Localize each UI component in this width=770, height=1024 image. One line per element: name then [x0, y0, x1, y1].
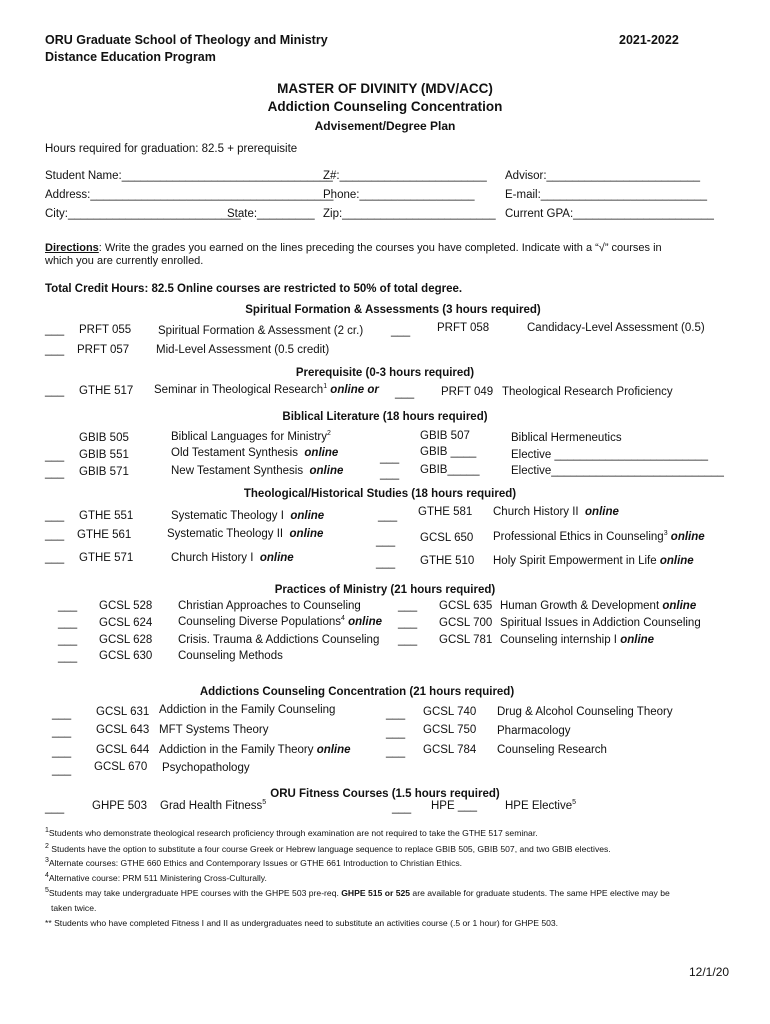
course-code: GTHE 561 — [77, 529, 132, 541]
grade-blank[interactable]: ___ — [58, 651, 78, 663]
section-heading-fitness: ORU Fitness Courses (1.5 hours required) — [270, 788, 500, 800]
course-title-text: HPE Elective — [505, 800, 573, 812]
grade-blank[interactable]: ___ — [398, 617, 418, 629]
course-title: Drug & Alcohol Counseling Theory — [497, 706, 673, 718]
course-title: Elective ________________________ — [511, 449, 708, 461]
total-credit-hours: Total Credit Hours: 82.5 Online courses are restricted to 50% of total degree. — [45, 283, 463, 295]
course-code: GCSL 643 — [96, 724, 150, 736]
plan-title: Advisement/Degree Plan — [314, 119, 456, 133]
advisor-field[interactable]: Advisor:________________________ — [505, 170, 701, 182]
section-heading-prereq: Prerequisite (0-3 hours required) — [295, 367, 475, 379]
footnote-number: 5 — [45, 887, 49, 895]
section-heading-theological: Theological/Historical Studies (18 hours required) — [243, 488, 517, 500]
section-heading-practices: Practices of Ministry (21 hours required) — [274, 584, 496, 596]
course-title — [178, 616, 382, 628]
course-title — [171, 510, 324, 522]
course-title-text: Systematic Theology II — [167, 528, 284, 540]
course-title — [171, 431, 331, 443]
footnote-marker: 5 — [262, 799, 267, 807]
grade-blank[interactable]: ___ — [392, 802, 412, 814]
grade-blank[interactable]: ___ — [380, 452, 400, 464]
footnote-marker: 1 — [323, 383, 328, 391]
course-title — [167, 528, 323, 540]
grade-blank[interactable]: ___ — [45, 467, 65, 479]
course-title: Counseling Methods — [178, 650, 283, 662]
course-title-text: Church History I — [171, 552, 254, 564]
state-field[interactable]: State:_________ — [227, 208, 315, 220]
footnote-number: 3 — [45, 857, 49, 865]
course-code: GTHE 510 — [420, 555, 475, 567]
academic-year: 2021-2022 — [619, 33, 679, 47]
course-code: GCSL 784 — [423, 744, 477, 756]
grade-blank[interactable]: ___ — [395, 387, 415, 399]
course-title: Addiction in the Family Counseling — [159, 704, 336, 716]
course-code: GCSL 528 — [99, 600, 153, 612]
course-code: GCSL 670 — [94, 761, 148, 773]
footnote-marker: 3 — [663, 530, 668, 538]
course-title: Elective___________________________ — [511, 465, 724, 477]
footnote-number: 2 — [45, 843, 49, 851]
footnote-marker: 4 — [341, 615, 345, 623]
online-badge: online — [316, 744, 351, 756]
course-title — [159, 744, 351, 756]
course-title-text: Addiction in the Family Theory — [159, 744, 314, 756]
footnote-2 — [45, 844, 611, 854]
course-title — [493, 506, 619, 518]
course-title-text: Old Testament Synthesis — [171, 447, 298, 459]
course-title: Counseling Research — [497, 744, 607, 756]
course-code: PRFT 057 — [77, 344, 130, 356]
course-title-text: Counseling Diverse Populations — [178, 616, 342, 628]
grade-blank[interactable]: ___ — [45, 324, 65, 336]
course-title — [493, 531, 705, 543]
course-title-text: Church History II — [493, 506, 579, 518]
course-title-text: Biblical Languages for Ministry — [171, 431, 327, 443]
online-badge: online — [670, 531, 705, 543]
footnote-number: 4 — [45, 872, 49, 880]
grade-blank[interactable]: ___ — [45, 802, 65, 814]
grade-blank[interactable]: ___ — [45, 552, 65, 564]
course-code: GCSL 750 — [423, 724, 477, 736]
footnote-number: 1 — [45, 827, 49, 835]
footnote-text: Alternate courses: GTHE 660 Ethics and Contemporary Issues or GTHE 661 Introduction to Christian Ethics. — [48, 858, 463, 868]
grade-blank[interactable]: ___ — [58, 617, 78, 629]
footnote-text: Alternative course: PRM 511 Ministering Cross-Culturally. — [48, 873, 267, 883]
course-code: GTHE 517 — [79, 385, 134, 397]
student-name-field[interactable]: Student Name:_________________________________ — [45, 170, 333, 182]
course-title — [500, 634, 654, 646]
online-badge: online — [585, 506, 619, 518]
course-title — [493, 555, 694, 567]
course-title — [160, 800, 266, 812]
course-code: PRFT 055 — [79, 324, 132, 336]
section-heading-spiritual: Spiritual Formation & Assessments (3 hours required) — [245, 304, 541, 316]
course-title: Psychopathology — [162, 762, 250, 774]
course-title — [505, 800, 576, 812]
course-title — [171, 465, 343, 477]
footnote-text: are available for graduate students. The same HPE elective may be — [410, 888, 670, 898]
course-title-text: Human Growth & Development — [500, 600, 660, 612]
grade-blank[interactable]: ___ — [386, 727, 406, 739]
online-badge: online — [659, 555, 694, 567]
course-title — [171, 552, 294, 564]
course-title — [154, 384, 379, 396]
footnote-5 — [45, 888, 670, 898]
z-number-field[interactable]: Z#:_______________________ — [323, 170, 487, 182]
course-title: Spiritual Issues in Addiction Counseling — [500, 617, 701, 629]
online-badge: online — [259, 552, 294, 564]
section-heading-addictions: Addictions Counseling Concentration (21 hours required) — [199, 686, 515, 698]
course-code: GCSL 635 — [439, 600, 493, 612]
course-title: Christian Approaches to Counseling — [178, 600, 361, 612]
course-code: GCSL 630 — [99, 650, 153, 662]
course-title: Spiritual Formation & Assessment (2 cr.) — [158, 325, 364, 337]
grade-blank[interactable]: ___ — [386, 746, 406, 758]
course-code: GBIB_____ — [420, 464, 480, 476]
footnote-marker: 5 — [572, 799, 577, 807]
concentration-title: Addiction Counseling Concentration — [267, 99, 503, 114]
grade-blank[interactable]: ___ — [52, 726, 72, 738]
course-code: GCSL 650 — [420, 532, 474, 544]
course-code: GTHE 581 — [418, 506, 473, 518]
online-badge: online — [289, 528, 324, 540]
grade-blank[interactable]: ___ — [52, 708, 72, 720]
footnote-marker: 2 — [326, 430, 331, 438]
course-title-text: Professional Ethics in Counseling — [493, 531, 664, 543]
grade-blank[interactable]: ___ — [378, 510, 398, 522]
online-badge: online — [662, 600, 697, 612]
zip-field[interactable]: Zip:________________________ — [323, 208, 496, 220]
course-code: GBIB 571 — [79, 466, 129, 478]
footnote-6: ** Students who have completed Fitness I and II as undergraduates need to substitute an activities course (.5 or 1 hour) for GHPE 503. — [45, 918, 559, 928]
footnote-5-continued: taken twice. — [51, 903, 97, 913]
city-field[interactable]: City:___________________________ — [45, 208, 241, 220]
course-code: GCSL 628 — [99, 634, 153, 646]
course-code: GCSL 631 — [96, 706, 150, 718]
online-badge: online — [309, 465, 344, 477]
course-code: HPE ___ — [431, 800, 478, 812]
footnote-text: Students have the option to substitute a four course Greek or Hebrew language sequence to replace GBIB 505, GBIB 507, and two GBIB electives. — [51, 844, 611, 854]
grade-blank[interactable]: ___ — [52, 764, 72, 776]
revision-date: 12/1/20 — [689, 965, 730, 979]
online-badge: online — [304, 447, 339, 459]
course-title-text: Counseling internship I — [500, 634, 617, 646]
course-title: Candidacy-Level Assessment (0.5) — [527, 322, 705, 334]
grade-blank[interactable]: ___ — [391, 325, 411, 337]
school-name: ORU Graduate School of Theology and Ministry — [45, 33, 328, 47]
grade-blank[interactable]: ___ — [45, 510, 65, 522]
grade-blank[interactable]: ___ — [380, 468, 400, 480]
grade-blank[interactable]: ___ — [45, 529, 65, 541]
course-title-text: Grad Health Fitness — [160, 800, 263, 812]
course-title-text: Seminar in Theological Research — [154, 384, 324, 396]
course-title — [500, 600, 696, 612]
online-badge: online — [348, 616, 382, 628]
course-title: Theological Research Proficiency — [502, 386, 673, 398]
phone-field[interactable]: Phone:__________________ — [323, 189, 475, 201]
course-title-text: Systematic Theology I — [171, 510, 284, 522]
grade-blank[interactable]: ___ — [398, 600, 418, 612]
course-title-text: Holy Spirit Empowerment in Life — [493, 555, 657, 567]
gpa-field[interactable]: Current GPA:______________________ — [505, 208, 714, 220]
directions-text: : Write the grades you earned on the lines preceding the courses you have completed. Indicate with a “√” courses in — [98, 242, 662, 254]
degree-title: MASTER OF DIVINITY (MDV/ACC) — [277, 81, 493, 96]
footnote-text: Students who demonstrate theological research proficiency through examination are not required to take the GTHE 517 seminar. — [48, 828, 538, 838]
course-code: GCSL 740 — [423, 706, 477, 718]
course-title: Pharmacology — [497, 725, 571, 737]
directions-text-2: which you are currently enrolled. — [45, 255, 204, 267]
grade-blank[interactable]: ___ — [58, 634, 78, 646]
directions-label: Directions — [45, 242, 99, 254]
grade-blank[interactable]: ___ — [45, 344, 65, 356]
course-title: Crisis. Trauma & Addictions Counseling — [178, 634, 380, 646]
course-code: GTHE 571 — [79, 552, 134, 564]
grade-blank[interactable]: ___ — [58, 600, 78, 612]
online-badge: online — [620, 634, 655, 646]
course-code: GBIB ____ — [420, 446, 477, 458]
grade-blank[interactable]: ___ — [52, 746, 72, 758]
grade-blank[interactable]: ___ — [376, 535, 396, 547]
footnote-text-bold: GHPE 515 or 525 — [341, 888, 411, 898]
online-badge: online — [290, 510, 325, 522]
course-title: Biblical Hermeneutics — [511, 432, 622, 444]
email-field[interactable]: E-mail:__________________________ — [505, 189, 708, 201]
footnote-text: Students may take undergraduate HPE courses with the GHPE 503 pre-req. — [48, 888, 342, 898]
course-code: GCSL 644 — [96, 744, 150, 756]
grade-blank[interactable]: ___ — [398, 634, 418, 646]
course-code: GCSL 700 — [439, 617, 493, 629]
directions — [45, 242, 662, 254]
footnote-1 — [45, 828, 538, 838]
course-code: GBIB 551 — [79, 449, 129, 461]
course-code: PRFT 058 — [437, 322, 490, 334]
grade-blank[interactable]: ___ — [386, 708, 406, 720]
grade-blank[interactable]: ___ — [45, 450, 65, 462]
course-code: GBIB 505 — [79, 432, 129, 444]
course-code: GCSL 781 — [439, 634, 493, 646]
address-field[interactable]: Address:______________________________________ — [45, 189, 334, 201]
program-name: Distance Education Program — [45, 50, 216, 64]
hours-required: Hours required for graduation: 82.5 + prerequisite — [45, 143, 298, 155]
course-title: Mid-Level Assessment (0.5 credit) — [156, 344, 330, 356]
course-code: GHPE 503 — [92, 800, 147, 812]
course-code: GCSL 624 — [99, 617, 153, 629]
section-heading-biblical: Biblical Literature (18 hours required) — [282, 411, 488, 423]
course-title-text: New Testament Synthesis — [171, 465, 304, 477]
course-code: GBIB 507 — [420, 430, 470, 442]
course-code: PRFT 049 — [441, 386, 494, 398]
course-title — [171, 447, 338, 459]
course-code: GTHE 551 — [79, 510, 134, 522]
online-badge: online or — [330, 384, 379, 396]
course-title: MFT Systems Theory — [159, 724, 269, 736]
footnote-4 — [45, 873, 267, 883]
footnote-3 — [45, 858, 462, 868]
grade-blank[interactable]: ___ — [376, 557, 396, 569]
grade-blank[interactable]: ___ — [45, 385, 65, 397]
